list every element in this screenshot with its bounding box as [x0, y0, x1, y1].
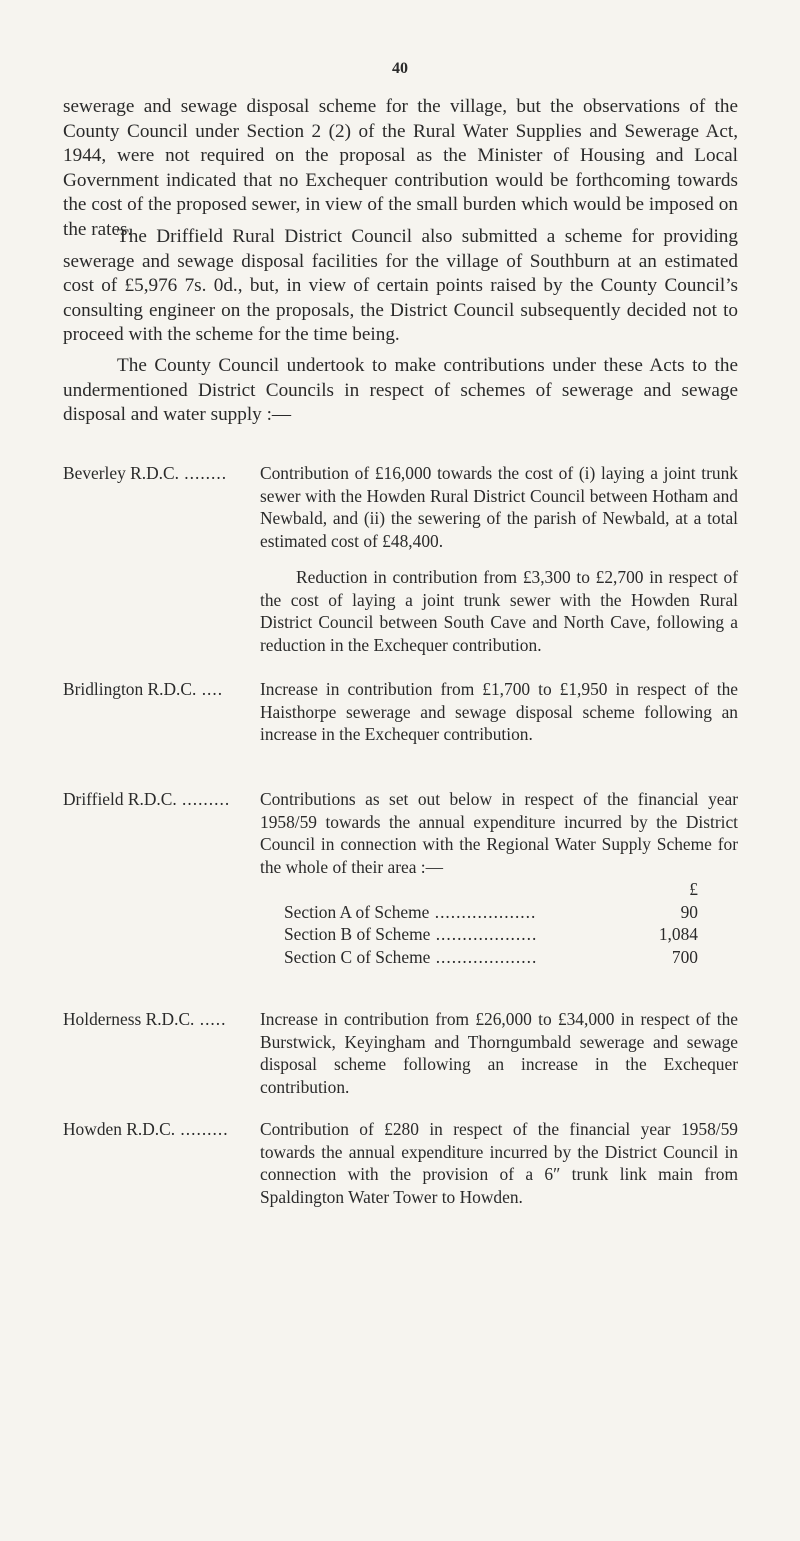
entry-body — [260, 788, 738, 968]
council-name: Bridlington R.D.C. .... — [63, 679, 224, 699]
council-name: Beverley R.D.C. ........ — [63, 463, 228, 483]
entry-item: Contributions as set out below in respect of the financial year 1958/59 towards the annual expenditure incurred by the District Council in connection with the Regional Water Supply Scheme for the whole of their area :— — [260, 789, 738, 877]
paragraph-county-contributions: The County Council undertook to make contributions under these Acts to the undermentioned District Councils in respect of schemes of sewerage and sewage disposal and water supply :— — [63, 355, 738, 425]
table-row: Section C of Scheme ................... 700 — [284, 946, 698, 967]
paragraph-sewerage-observations: sewerage and sewage disposal scheme for the village, but the observations of the County Council under Section 2 (2) of the Rural Water Supplies and Sewerage Act, 1944, were not required on the proposal as the Minister of Housing and Local Government indicated that no Exchequer contribution would be forthcoming towards the cost of the proposed sewer, in view of the small burden which would be imposed on the rates. — [63, 96, 738, 240]
scheme-sections-table — [284, 878, 698, 968]
entry-item: Increase in contribution from £1,700 to £1,950 in respect of the Haisthorpe sewerage and sewage disposal scheme following an increase in the Exchequer contribution. — [260, 679, 738, 744]
currency-header: £ — [689, 879, 698, 899]
council-name: Driffield R.D.C. ......... — [63, 789, 231, 809]
table-row: Section B of Scheme ................... 1,084 — [284, 924, 698, 944]
entry-body — [260, 678, 738, 760]
entry-item: Increase in contribution from £26,000 to £34,000 in respect of the Burstwick, Keyingham and Thorngumbald sewerage and sewage disposal scheme following an increase in the Exchequer contribution. — [260, 1009, 738, 1097]
entry-item: Contribution of £16,000 towards the cost of (i) laying a joint trunk sewer with the Howden Rural District Council between Hotham and Newbald, and (ii) the sewering of the parish of Newbald, at a total estimated cost of £48,400. — [260, 463, 738, 551]
council-name: Holderness R.D.C. ..... — [63, 1009, 227, 1029]
entry-item: Contribution of £280 in respect of the financial year 1958/59 towards the annual expenditure incurred by the District Council in connection with the provision of a 6″ trunk link main from Spaldington Water Tower to Howden. — [260, 1119, 738, 1207]
entry-item: Reduction in contribution from £3,300 to £2,700 in respect of the cost of laying a joint trunk sewer with the Howden Rural District Council between South Cave and North Cave, following a reduction in the Exchequer contribution. — [260, 567, 738, 655]
entry-body — [260, 1008, 738, 1112]
table-row: Section A of Scheme ................... 90 — [284, 901, 698, 922]
council-name: Howden R.D.C. ......... — [63, 1119, 229, 1139]
page-number: 40 — [392, 60, 408, 77]
entry-body — [260, 462, 738, 670]
entry-body — [260, 1118, 738, 1222]
paragraph-driffield-southburn: The Driffield Rural District Council also submitted a scheme for providing sewerage and sewage disposal facilities for the village of Southburn at an estimated cost of £5,976 7s. 0d., but, in view of certain points raised by the County Council’s consulting engineer on the proposals, the District Council subsequently decided not to proceed with the scheme for the time being. — [63, 226, 738, 345]
